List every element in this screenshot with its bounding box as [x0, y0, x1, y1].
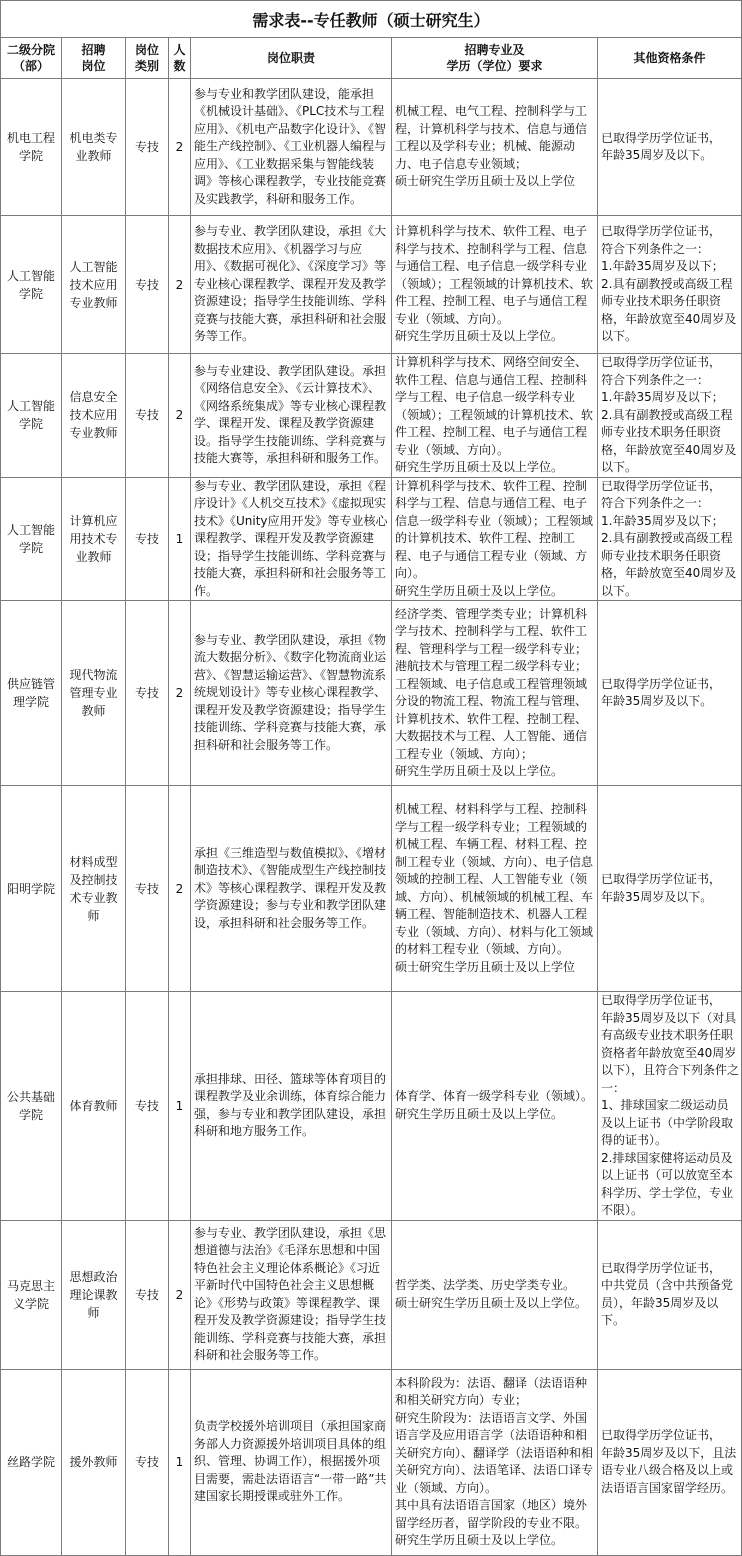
college-cell: 丝路学院: [1, 1369, 62, 1555]
college-cell: 人工智能 学院: [1, 477, 62, 601]
count-cell: 1: [169, 1369, 191, 1555]
duties-cell: 参与专业和教学团队建设，能承担《机械设计基础》、《PLC技术与工程应用》、《机电产品数字化设计》、《智能生产线控制》、《工业机器人编程与应用》、《工业数据采集与智能线装调》等核心课程教学，专业技能竞赛及实践教学，科研和服务工作。: [191, 79, 392, 216]
major-cell: 机械工程、材料科学与工程、控制科学与工程一级学科专业；工程领域的机械工程、车辆工程、材料工程、控制工程专业（领域、方向）、电子信息领域的控制工程、人工智能专业（领域、方向）、机械领域的机械工程、车辆工程、智能制造技术、机器人工程专业（领域、方向）、材料与化工领域的材料工程专业（领域、方向）。 硕士研究生学历且硕士及以上学位: [392, 786, 598, 992]
category-cell: 专技: [126, 1220, 169, 1369]
other-cell: 已取得学历学位证书， 年龄35周岁及以下。: [598, 79, 742, 216]
college-cell: 阳明学院: [1, 786, 62, 992]
duties-cell: 负责学校援外培训项目（承担国家商务部人力资源援外培训项目具体的组织、管理、协调工作），根据援外项目需要，需赴法语语言“一带一路”共建国家长期授课或驻外工作。: [191, 1369, 392, 1555]
major-cell: 计算机科学与技术、软件工程、电子科学与技术、控制科学与工程、信息与通信工程、电子信息一级学科专业（领域）；工程领域的计算机技术、软件工程、控制工程、电子与通信工程专业（领域、方向）。 研究生学历且硕士及以上学位。: [392, 216, 598, 354]
table-row: [1, 786, 742, 992]
count-cell: 2: [169, 79, 191, 216]
header-major: 招聘专业及 学历（学位）要求: [392, 38, 598, 79]
college-cell: 马克思主 义学院: [1, 1220, 62, 1369]
count-cell: 2: [169, 786, 191, 992]
table-row: [1, 354, 742, 478]
category-cell: 专技: [126, 601, 169, 786]
position-cell: 援外教师: [62, 1369, 126, 1555]
duties-cell: 承担《三维造型与数值模拟》、《增材制造技术》、《智能成型生产线控制技术》等核心课程教学、课程开发及教学资源建设；参与专业和教学团队建设，承担科研和社会服务等工作。: [191, 786, 392, 992]
other-cell: 已取得学历学位证书， 年龄35周岁及以下。: [598, 786, 742, 992]
duties-cell: 参与专业、教学团队建设，承担《程序设计》《人机交互技术》《虚拟现实技术》《Unity应用开发》等专业核心课程教学、课程开发及教学资源建设；指导学生技能训练、学科竞赛与技能大赛，承担科研和社会服务等工作。: [191, 477, 392, 601]
position-cell: 机电类专 业教师: [62, 79, 126, 216]
category-cell: 专技: [126, 354, 169, 478]
major-cell: 计算机科学与技术、软件工程、控制科学与工程、信息与通信工程、电子信息一级学科专业（领域）；工程领域的计算机技术、软件工程、控制工程、电子与通信工程专业（领域、方向）。 研究生学历且硕士及以上学位。: [392, 477, 598, 601]
table-row: [1, 1220, 742, 1369]
duties-cell: 参与专业、教学团队建设，承担《大数据技术应用》、《机器学习与应用》、《数据可视化》、《深度学习》等专业核心课程教学、课程开发及教学资源建设；指导学生技能训练、学科竞赛与技能大赛，承担科研和社会服务等工作。: [191, 216, 392, 354]
position-cell: 体育教师: [62, 992, 126, 1221]
count-cell: 2: [169, 1220, 191, 1369]
table-title: 需求表--专任教师（硕士研究生）: [1, 1, 742, 38]
position-cell: 人工智能 技术应用 专业教师: [62, 216, 126, 354]
college-cell: 机电工程 学院: [1, 79, 62, 216]
position-cell: 信息安全 技术应用 专业教师: [62, 354, 126, 478]
category-cell: 专技: [126, 79, 169, 216]
duties-cell: 承担排球、田径、篮球等体育项目的课程教学及业余训练，体育综合能力强，参与专业和教学团队建设，承担科研和地方服务工作。: [191, 992, 392, 1221]
major-cell: 机械工程、电气工程、控制科学与工程，计算机科学与技术、信息与通信工程以及学科专业；机械、能源动力、电子信息专业领域； 硕士研究生学历且硕士及以上学位: [392, 79, 598, 216]
table-row: [1, 79, 742, 216]
count-cell: 1: [169, 992, 191, 1221]
table-row: [1, 601, 742, 786]
other-cell: 已取得学历学位证书， 年龄35周岁及以下（对具有高级专业技术职务任职资格者年龄放宽至40周岁以下），且符合下列条件之一： 1、排球国家二级运动员及以上证书（中学阶段取得的证书）。 2.排球国家健将运动员及以上证书（可以放宽至本科学历、学士学位，专业不限）。: [598, 992, 742, 1221]
other-cell: 已取得学历学位证书， 年龄35周岁及以下。: [598, 601, 742, 786]
category-cell: 专技: [126, 786, 169, 992]
major-cell: 体育学、体育一级学科专业（领域）。 研究生学历且硕士及以上学位。: [392, 992, 598, 1221]
table-row: [1, 477, 742, 601]
header-other: 其他资格条件: [598, 38, 742, 79]
other-cell: 已取得学历学位证书， 符合下列条件之一： 1.年龄35周岁及以下； 2.具有副教授或高级工程师专业技术职务任职资格，年龄放宽至40周岁及以下。: [598, 354, 742, 478]
college-cell: 人工智能 学院: [1, 354, 62, 478]
header-duties: 岗位职责: [191, 38, 392, 79]
count-cell: 2: [169, 216, 191, 354]
count-cell: 2: [169, 354, 191, 478]
position-cell: 材料成型 及控制技 术专业教 师: [62, 786, 126, 992]
category-cell: 专技: [126, 992, 169, 1221]
other-cell: 已取得学历学位证书， 年龄35周岁及以下，且法语专业八级合格及以上或法语语言国家留学经历。: [598, 1369, 742, 1555]
college-cell: 公共基础 学院: [1, 992, 62, 1221]
other-cell: 已取得学历学位证书， 符合下列条件之一： 1.年龄35周岁及以下； 2.具有副教授或高级工程师专业技术职务任职资格，年龄放宽至40周岁及以下。: [598, 477, 742, 601]
category-cell: 专技: [126, 216, 169, 354]
major-cell: 哲学类、法学类、历史学类专业。 硕士研究生学历且硕士及以上学位。: [392, 1220, 598, 1369]
header-college: 二级分院 （部）: [1, 38, 62, 79]
position-cell: 思想政治 理论课教 师: [62, 1220, 126, 1369]
duties-cell: 参与专业、教学团队建设，承担《物流大数据分析》、《数字化物流商业运营》、《智慧运输运营》、《智慧物流系统规划设计》等专业核心课程教学、课程开发及教学资源建设；指导学生技能训练、学科竞赛与技能大赛，承担科研和社会服务等工作。: [191, 601, 392, 786]
category-cell: 专技: [126, 1369, 169, 1555]
table-row: [1, 992, 742, 1221]
count-cell: 2: [169, 601, 191, 786]
header-row: [1, 38, 742, 79]
title-row: [1, 1, 742, 38]
category-cell: 专技: [126, 477, 169, 601]
duties-cell: 参与专业建设、教学团队建设。承担《网络信息安全》、《云计算技术》、《网络系统集成》等专业核心课程教学、课程开发、课程及教学资源建设。指导学生技能训练、学科竞赛与技能大赛等，承担科研和服务工作。: [191, 354, 392, 478]
count-cell: 1: [169, 477, 191, 601]
other-cell: 已取得学历学位证书， 中共党员（含中共预备党员），年龄35周岁及以下。: [598, 1220, 742, 1369]
major-cell: 本科阶段为：法语、翻译（法语语种和相关研究方向）专业； 研究生阶段为：法语语言文学、外国语言学及应用语言学（法语语种和相关研究方向）、翻译学（法语语种和相关研究方向）、法语笔译、法语口译专业（领域、方向）。 其中具有法语语言国家（地区）境外留学经历者，留学阶段的专业不限。 研究生学历且硕士及以上学位。: [392, 1369, 598, 1555]
duties-cell: 参与专业、教学团队建设，承担《思想道德与法治》《毛泽东思想和中国特色社会主义理论体系概论》《习近平新时代中国特色社会主义思想概论》《形势与政策》等课程教学、课程开发及教学资源建设；指导学生技能训练、学科竞赛与技能大赛，承担科研和社会服务等工作。: [191, 1220, 392, 1369]
other-cell: 已取得学历学位证书， 符合下列条件之一： 1.年龄35周岁及以下； 2.具有副教授或高级工程师专业技术职务任职资格，年龄放宽至40周岁及以下。: [598, 216, 742, 354]
header-count: 人 数: [169, 38, 191, 79]
major-cell: 计算机科学与技术、网络空间安全、软件工程、信息与通信工程、控制科学与工程、电子信息一级学科专业（领域）；工程领域的计算机技术、软件工程、控制工程、电子与通信工程专业（领域、方向）。 研究生学历且硕士及以上学位。: [392, 354, 598, 478]
college-cell: 供应链管 理学院: [1, 601, 62, 786]
position-cell: 计算机应 用技术专 业教师: [62, 477, 126, 601]
header-category: 岗位 类别: [126, 38, 169, 79]
position-cell: 现代物流 管理专业 教师: [62, 601, 126, 786]
table-row: [1, 216, 742, 354]
major-cell: 经济学类、管理学类专业；计算机科学与技术、控制科学与工程、软件工程、管理科学与工程一级学科专业；港航技术与管理工程二级学科专业；工程领域、电子信息或工程管理领域分设的物流工程、物流工程与管理、计算机技术、软件工程、控制工程、大数据技术与工程、人工智能、通信工程专业（领域、方向）； 研究生学历且硕士及以上学位。: [392, 601, 598, 786]
header-position: 招聘 岗位: [62, 38, 126, 79]
table-row: [1, 1369, 742, 1555]
college-cell: 人工智能 学院: [1, 216, 62, 354]
